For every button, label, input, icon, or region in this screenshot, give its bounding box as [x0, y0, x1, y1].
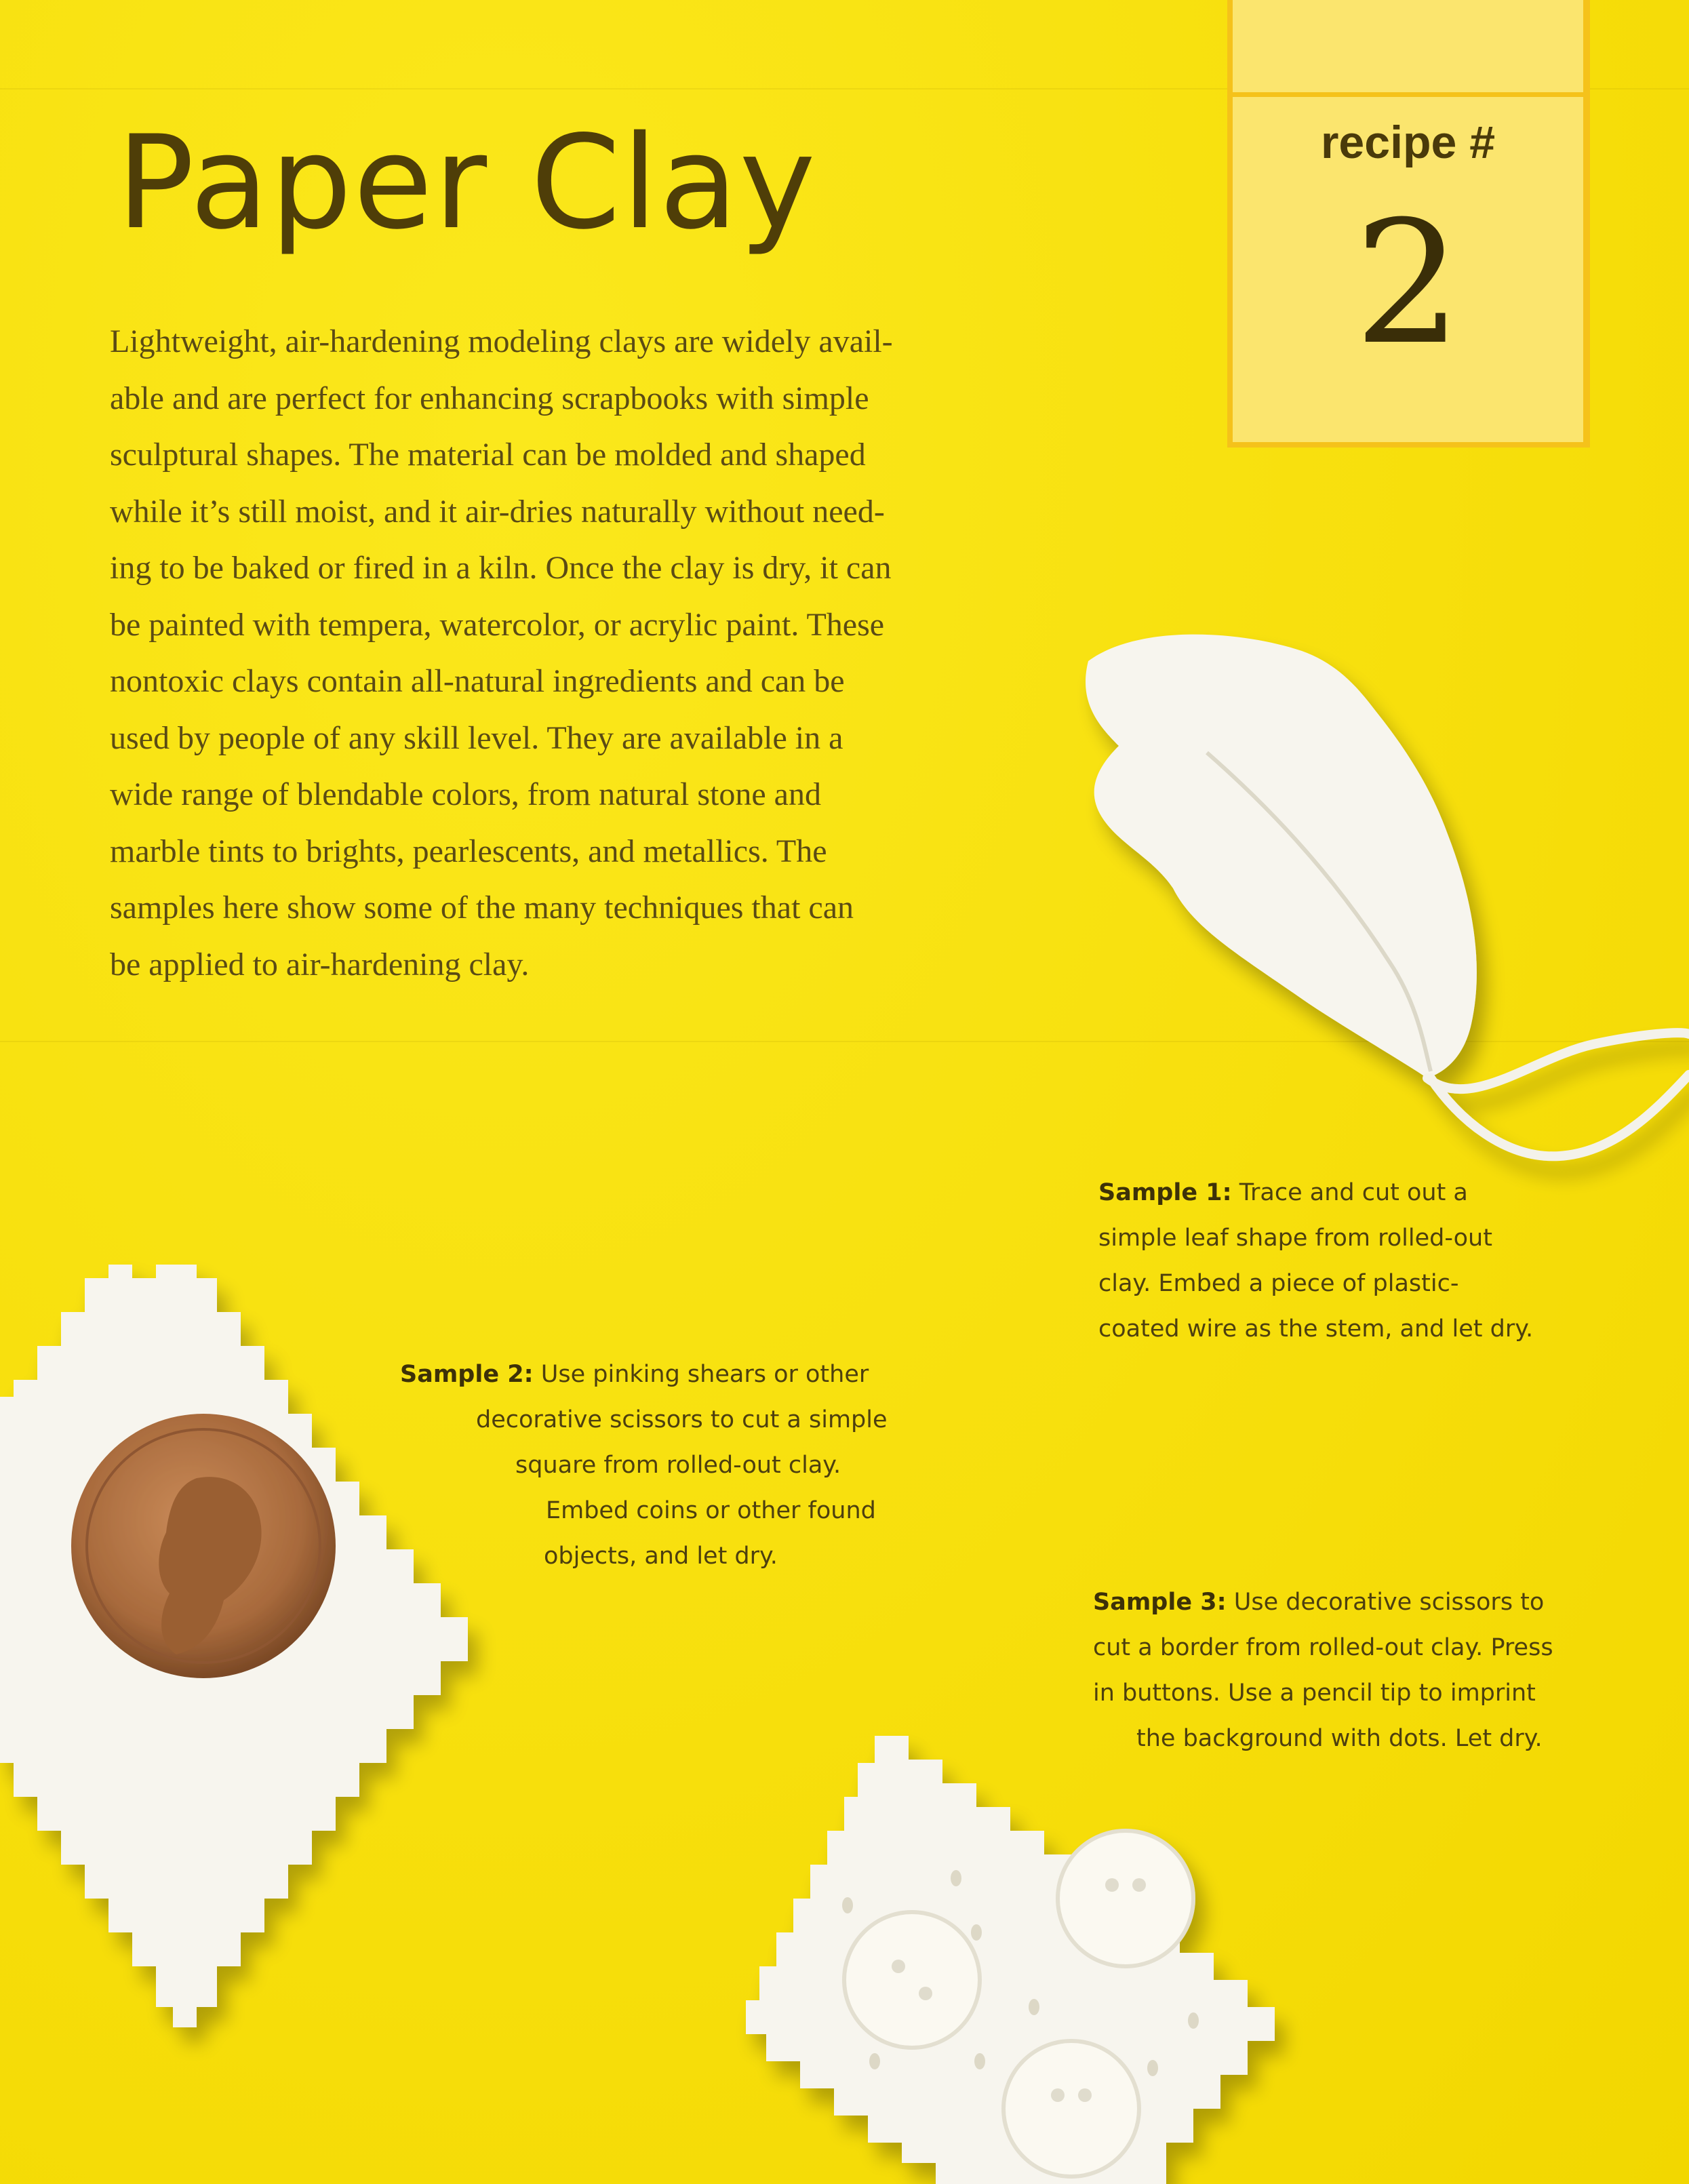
intro-line: able and are perfect for enhancing scrapbooks with simple [110, 380, 869, 416]
sample-label: Sample 3: [1093, 1589, 1227, 1616]
caption-line: in buttons. Use a pencil tip to imprint [1093, 1680, 1536, 1707]
sample-2-caption [400, 1352, 888, 1579]
caption-line: cut a border from rolled-out clay. Press [1093, 1634, 1553, 1661]
penny-sample [0, 1265, 468, 2027]
intro-line: be applied to air-hardening clay. [110, 946, 530, 982]
recipe-number: 2 [1353, 184, 1463, 382]
recipe-label: recipe # [1320, 117, 1496, 168]
intro-line: used by people of any skill level. They are available in a [110, 719, 843, 756]
clay-button [844, 1912, 980, 2048]
leaf-sample [1086, 635, 1689, 1157]
leaf-shape [1086, 635, 1477, 1078]
caption-line: simple leaf shape from rolled-out [1098, 1225, 1492, 1252]
caption-line: Trace and cut out a [1239, 1179, 1468, 1206]
wire-stem [1427, 1033, 1689, 1156]
sample-label: Sample 1: [1098, 1179, 1232, 1206]
intro-line: Lightweight, air-hardening modeling clays are widely avail- [110, 323, 893, 359]
caption-line: decorative scissors to cut a simple [476, 1406, 888, 1433]
clay-button [1058, 1831, 1193, 1966]
caption-line: coated wire as the stem, and let dry. [1098, 1315, 1534, 1343]
button-sample [746, 1736, 1275, 2184]
caption-line: Embed coins or other found [546, 1497, 876, 1524]
caption-line: the background with dots. Let dry. [1136, 1725, 1543, 1752]
sample-1-caption [1098, 1170, 1533, 1352]
intro-line: be painted with tempera, watercolor, or acrylic paint. These [110, 606, 885, 643]
caption-line: objects, and let dry. [544, 1543, 778, 1570]
intro-line: wide range of blendable colors, from natural stone and [110, 776, 821, 812]
intro-line: while it’s still moist, and it air-dries naturally without need- [110, 493, 885, 530]
clay-button [1004, 2041, 1139, 2177]
caption-line: Use decorative scissors to [1233, 1589, 1545, 1616]
caption-line: square from rolled-out clay. [515, 1452, 841, 1479]
sample-label: Sample 2: [400, 1361, 534, 1388]
sample-3-caption [1093, 1580, 1553, 1762]
caption-line: clay. Embed a piece of plastic- [1098, 1270, 1459, 1297]
intro-line: samples here show some of the many techniques that can [110, 890, 854, 926]
intro-line: ing to be baked or fired in a kiln. Once the clay is dry, it can [110, 550, 892, 586]
intro-line: sculptural shapes. The material can be molded and shaped [110, 437, 866, 473]
intro-line: nontoxic clays contain all-natural ingredients and can be [110, 663, 845, 699]
intro-line: marble tints to brights, pearlescents, and metallics. The [110, 833, 827, 869]
page-title: Paper Clay [117, 108, 817, 258]
caption-line: Use pinking shears or other [540, 1361, 869, 1388]
